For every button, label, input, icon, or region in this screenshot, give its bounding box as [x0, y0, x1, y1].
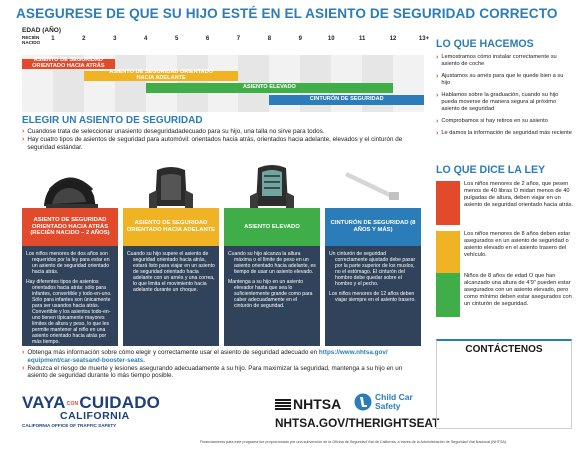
stage-bar: CINTURÓN DE SEGURIDAD	[269, 95, 424, 105]
card-booster	[224, 160, 320, 346]
choose-heading: ELEGIR UN ASIENTO DE SEGURIDAD	[22, 115, 203, 126]
chevron-right-icon: ›	[22, 136, 25, 143]
vaya-con-cuidado-logo: VAYACONCUIDADO CALIFORNIA CALIFORNIA OFFICE OF TRAFFIC SAFETY	[22, 393, 161, 428]
rear-facing-seat-thumb	[436, 181, 460, 225]
age-tick: 2	[82, 36, 86, 42]
booster-seat-thumb	[436, 273, 460, 317]
age-tick: 8	[267, 36, 272, 42]
what-we-do-item: › Hablamos sobre la graduación, cuando su hijo pueda moverse de manera segura al próximo asiento de seguridad	[436, 92, 559, 112]
card-title: ASIENTO ELEVADO	[224, 208, 320, 246]
what-we-do-item: › Lemostramos cómo instalar correctamente su asiento de coche	[436, 54, 557, 67]
card-description: Los niños menores de dos años son requeridos por la ley para estar en un asiento de seguridad orientado hacia atrás. Hay diferentes tipos de asientos orientados hacia atrás: sólo para infantes, convertible y todo-en-uno. Sólo para infantes son únicamente para ser usandos hacia atrás. Convertible y los asientos todo-en-uno tienen típicamente mayores límites de altura y peso, lo que les permite mantener al niño en una asiento orientado hacia atrás por más tiempo.	[22, 246, 118, 346]
age-tick: RECIÉN NACIDO	[22, 35, 41, 45]
chevron-right-icon: ›	[436, 73, 439, 80]
age-tick: 1	[51, 36, 55, 42]
what-we-do-heading: LO QUE HACEMOS	[436, 38, 534, 50]
card-forward-facing	[123, 160, 219, 346]
page-title: ASEGURESE DE QUE SU HIJO ESTÉ EN EL ASIENTO DE SEGURIDAD CORRECTO	[16, 6, 558, 21]
stage-bar: ASIENTO ELEVADO	[146, 83, 393, 93]
choose-bullets	[22, 128, 422, 152]
age-axis-label: EDAD (AÑO)	[22, 27, 61, 34]
age-timeline	[22, 55, 424, 112]
note-reduce: › Reduzca el riesgo de muerte y lesiones asegurando adecuadamente a su hijo. Para maximizar la seguridad, mantenga a su hijo en un asiento de seguridad durante lo más tiempo posible.	[22, 364, 403, 380]
law-heading: LO QUE DICE LA LEY	[436, 164, 546, 176]
funding-note: Financiamiento para este programa fue proporcionado por una subvención de la Oficina de Seguridad Vial de California, a través de la Administración de Seguridad Vial Nacional (NHTSA).	[200, 440, 508, 444]
contact-heading: CONTÁCTENOS	[465, 344, 543, 355]
age-ticks	[22, 35, 430, 50]
choose-bullet: › Cuandose trata de seleccionar unasiento deseguridadadecuado para su hijo, una talla no sirve para todos.	[22, 128, 325, 135]
card-description: Cuando su hijo supere el asiento de seguridad orientado hacia atrás, estará listo para viajar en un asiento de seguridad orientado hacia adelante con un arnés y una correa, lo que limita el movimiento hacia adelante durante un choque.	[123, 246, 219, 346]
law-item: Los niños menores de 2 años, que pesen menos de 40 libras O midan menos de 40 pulgadas de altura, deben viajar en un asiento de seguridad orientado hacia atrás.	[436, 181, 574, 233]
age-tick: 11	[358, 36, 366, 42]
flag-icon	[275, 399, 291, 410]
chevron-right-icon: ›	[436, 118, 439, 125]
age-tick: 7	[236, 36, 241, 42]
age-tick: 12	[389, 36, 397, 42]
card-title: ASIENTO DE SEGURIDAD ORIENTADO HACIA ADELANTE	[123, 208, 219, 246]
age-tick: 9	[298, 36, 302, 42]
law-item: Niños de 8 años de edad O que han alcanzado una altura de 4’9” pueden estar asegurados con un asiento elevado, pero como mínimo deben estar asegurados con un cinturón de seguridad.	[436, 273, 574, 325]
seat-cards	[22, 160, 422, 346]
nhtsa-logo: NHTSA	[275, 396, 341, 412]
age-tick: 10	[327, 36, 335, 42]
forward-facing-seat-thumb	[436, 231, 460, 275]
timeline-column	[115, 55, 146, 112]
age-tick: 3	[113, 36, 117, 42]
bottom-notes	[22, 349, 422, 380]
age-tick: 5	[174, 36, 179, 42]
chevron-right-icon: ›	[436, 54, 439, 61]
age-tick: 4	[144, 36, 148, 42]
what-we-do-item: › Le damos la información de seguridad más reciente	[436, 130, 572, 137]
card-seat-belt	[325, 160, 421, 346]
chevron-right-icon: ›	[22, 128, 25, 135]
age-tick: 13+	[418, 36, 430, 42]
chevron-right-icon: ›	[22, 349, 25, 356]
nhtsa-link[interactable]: https://www.nhtsa.gov/ equipment/car-seatsand-booster-seats.	[27, 349, 388, 364]
card-title: ASIENTO DE SEGURIDAD ORIENTADO HACIA ATRÁS (RECIÉN NACIDO – 2 AÑOS)	[22, 208, 118, 246]
card-title: CINTURÓN DE SEGURIDAD (8 AÑOS Y MÁS)	[325, 208, 421, 246]
card-description: Un cinturón de seguridad correctamente ajustado debe pasar por la parte superior de los muslos, no el estómago. El cinturón del hombro debe quedar sobre el hombro y el pecho. Los niños menores de 12 años deben viajar siempre en el asiento trasero.	[325, 246, 421, 346]
what-we-do-list	[436, 54, 572, 142]
what-we-do-item: › Ajustamos su arnés para que le quede bien a su hijo	[436, 73, 564, 86]
chevron-right-icon: ›	[22, 364, 25, 372]
car-seat-icon	[354, 393, 372, 411]
chevron-right-icon: ›	[436, 92, 439, 99]
age-tick: 6	[205, 36, 210, 42]
stage-bar: ASIENTO DE SEGURIDAD ORIENTADO HACIA ADELANTE	[84, 71, 239, 81]
law-item: Los niños menores de 8 años deben estar asegurados en un asiento de seguridad o asiento elevado en el asiento trasero del vehículo.	[436, 231, 574, 283]
nhtsa-url[interactable]: NHTSA.GOV/THERIGHTSEAT	[275, 416, 440, 430]
what-we-do-item: › Comprobamos si hay retiros en su asiento	[436, 118, 548, 125]
child-car-safety-logo: Child Car Safety	[354, 393, 413, 411]
note-more-info: › Obtenga más información sobre cómo elegir y correctamente usar el asiento de seguridad adecuado en https://www.nhtsa.gov/ equipment/car-seatsand-booster-seats.	[22, 349, 388, 364]
choose-bullet: › Hay cuatro tipos de asientos de seguridad para automóvil: orientados hacia atrás, orientados hacia adelante, elevados y el cinturón de seguridad estándar.	[22, 136, 403, 151]
contact-box	[436, 339, 572, 429]
card-description: Cuando su hijo alcanza la altura máxima o el límite de peso en un asiento orientado hacia adelante, es tiempo de usar un asiento elevado. Mantenga a su hijo en un asiento elevador hasta que sea lo suficientemente grande como para caber adecuadamente en el cinturón de seguridad.	[224, 246, 320, 346]
card-rear-facing	[22, 160, 118, 346]
stage-bar: ASIENTO DE SEGURIDAD ORIENTADO HACIA ATRÁS	[22, 59, 115, 69]
chevron-right-icon: ›	[436, 130, 439, 137]
